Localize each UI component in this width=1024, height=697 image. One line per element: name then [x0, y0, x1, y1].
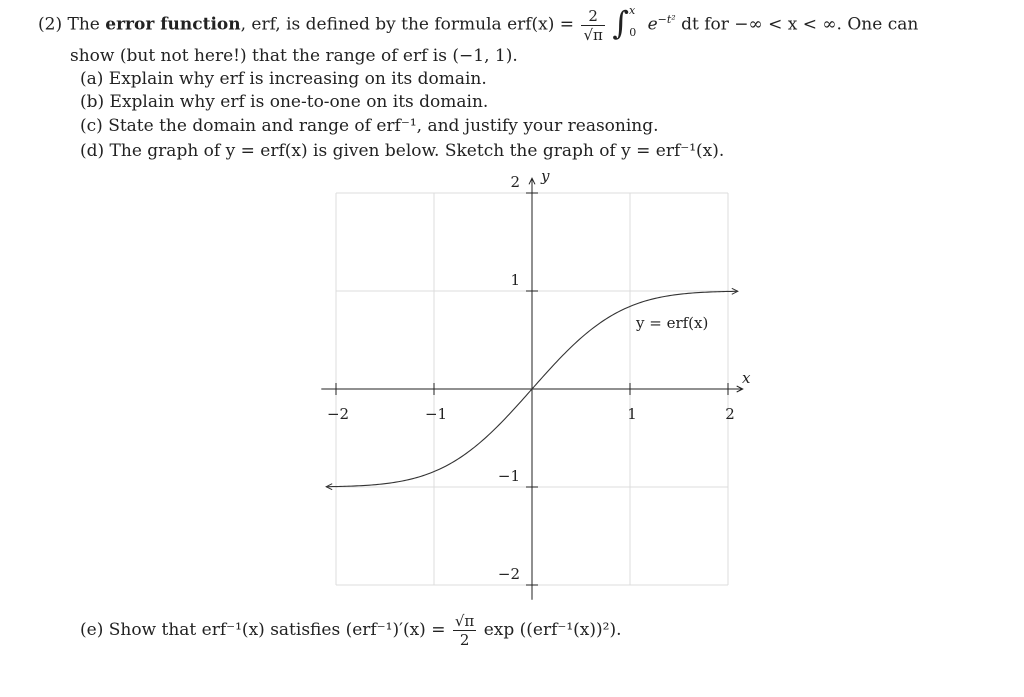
part-c: (c) State the domain and range of erf⁻¹, and justify your reasoning.	[80, 116, 659, 136]
part-e-numerator: √π	[454, 612, 475, 630]
y-tick-label: 1	[510, 271, 520, 289]
x-tick-label: 2	[725, 405, 735, 423]
integrand-exponent: −t²	[657, 13, 676, 27]
x-tick-label: −2	[326, 405, 350, 423]
problem-number: (2)	[38, 14, 63, 35]
bold-term: error function	[105, 14, 241, 35]
x-axis-label: x	[742, 369, 751, 387]
intro-after-bold: , erf, is defined by the formula erf(x) =	[240, 14, 575, 35]
domain-text: dt for −∞ < x < ∞. One can	[681, 14, 919, 35]
series-label: y = erf(x)	[636, 314, 709, 332]
y-tick-label: 2	[510, 173, 520, 191]
part-e-fraction	[453, 612, 476, 649]
integral-upper-limit: x	[628, 3, 636, 17]
x-tick-label: −1	[424, 405, 448, 423]
tick-labels	[327, 173, 735, 583]
y-tick-label: −1	[497, 467, 520, 485]
problem-line-2: show (but not here!) that the range of erf is (−1, 1).	[70, 46, 518, 66]
x-tick-label: 1	[627, 405, 637, 423]
part-e-denominator: 2	[459, 631, 470, 649]
part-e-text: (e) Show that erf⁻¹(x) satisfies (erf⁻¹)′(x) =	[80, 620, 446, 640]
integral-lower-limit: 0	[629, 25, 637, 39]
fraction-numerator: 2	[581, 7, 604, 26]
integrand-base: e	[647, 14, 658, 35]
fraction-denominator: √π	[583, 25, 603, 44]
part-a: (a) Explain why erf is increasing on its domain.	[80, 69, 487, 89]
integral-sign: ∫	[612, 4, 629, 42]
part-e	[80, 612, 622, 649]
part-b: (b) Explain why erf is one-to-one on its domain.	[80, 92, 489, 112]
y-tick-label: −2	[497, 565, 520, 583]
part-d: (d) The graph of y = erf(x) is given below. Sketch the graph of y = erf⁻¹(x).	[80, 141, 725, 161]
y-axis-label: y	[541, 167, 550, 185]
intro-before-bold: The	[67, 14, 100, 35]
part-e-exp: exp ((erf⁻¹(x))²).	[483, 620, 622, 640]
